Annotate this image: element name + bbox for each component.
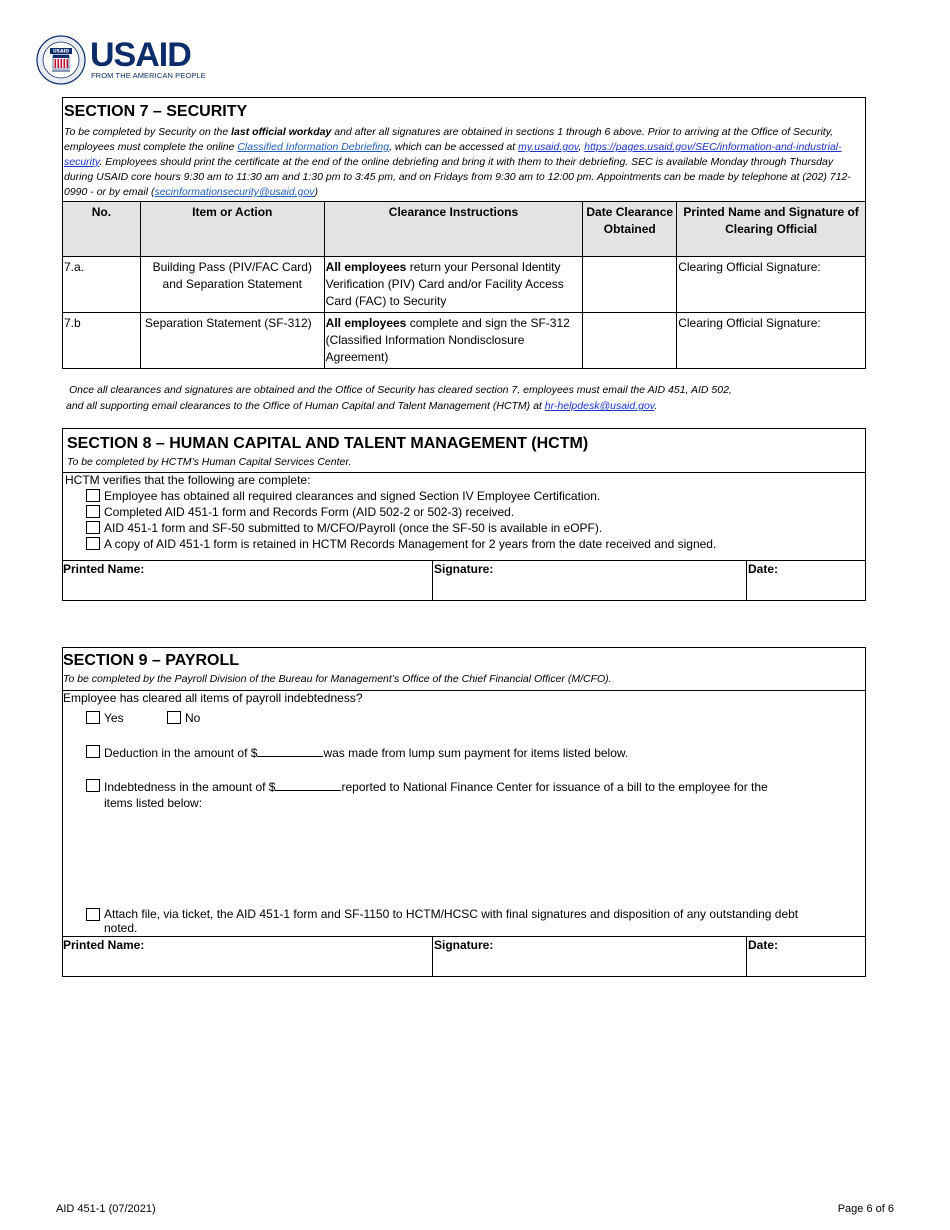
row-item: Building Pass (PIV/FAC Card) and Separation Statement — [140, 257, 324, 313]
checkbox[interactable] — [86, 505, 100, 518]
row-date-field[interactable] — [583, 257, 677, 313]
debriefing-link[interactable]: Classified Information Debriefing — [237, 141, 390, 153]
row-instructions: All employees return your Personal Identity Verification (PIV) Card and/or Facility Access Card (FAC) to Security — [324, 257, 583, 313]
yes-option — [86, 710, 124, 726]
col-header: Date Clearance Obtained — [583, 202, 677, 257]
section-8-title: SECTION 8 – HUMAN CAPITAL AND TALENT MANAGEMENT (HCTM) — [67, 435, 589, 452]
row-number: 7.a. — [63, 257, 141, 313]
col-header: Clearance Instructions — [324, 202, 583, 257]
col-header: Item or Action — [140, 202, 324, 257]
security-email-link[interactable]: secinformationsecurity@usaid.gov — [154, 186, 315, 198]
check-label: Completed AID 451-1 form and Records Form (AID 502-2 or 502-3) received. — [104, 505, 515, 519]
checkbox[interactable] — [86, 537, 100, 550]
section-9-signature-row — [62, 936, 866, 977]
section-8-lead: HCTM verifies that the following are complete: — [65, 473, 311, 487]
table-header-row — [63, 202, 866, 257]
signature-field[interactable]: Signature: — [433, 937, 747, 976]
check-label: A copy of AID 451-1 form is retained in HCTM Records Management for 2 years from the date received and signed. — [104, 537, 717, 551]
check-label: Employee has obtained all required clearances and signed Section IV Employee Certification. — [104, 489, 601, 503]
no-option — [167, 710, 200, 726]
col-header: Printed Name and Signature of Clearing Official — [677, 202, 866, 257]
section-7-table — [62, 201, 866, 369]
section-9-title: SECTION 9 – PAYROLL — [63, 652, 240, 669]
row-instructions: All employees complete and sign the SF-312 (Classified Information Nondisclosure Agreement) — [324, 313, 583, 369]
no-label: No — [185, 711, 201, 725]
table-row — [63, 257, 866, 313]
checkbox[interactable] — [86, 521, 100, 534]
page-number: Page 6 of 6 — [837, 1203, 894, 1215]
row-official-signature[interactable]: Clearing Official Signature: — [677, 257, 866, 313]
section-7-title: SECTION 7 – SECURITY — [64, 103, 248, 120]
section-7-intro: To be completed by Security on the last official workday and after all signatures are obtained in sections 1 through 6 above. Prior to arriving at the Office of Security, employees must complete the online Classified Information Debriefing, which can be accessed at my.usaid.gov, https://pages.usaid.gov/SEC/information-and-industrial-security. Employees should print the certificate at the end of the online debriefing and bring it with them to their debriefing. SEC is available Monday through Thursday during USAID core hours 9:30 am to 11:30 am and 1:30 pm to 3:45 pm, and on Fridays from 9:30 am to 12:00 pm. Appointments can be made by telephone at (202) 712-0990 - or by email (secinformationsecurity@usaid.gov) — [64, 126, 851, 198]
date-field[interactable]: Date: — [748, 562, 779, 576]
checkbox[interactable] — [86, 489, 100, 502]
form-id: AID 451-1 (07/2021) — [56, 1203, 156, 1215]
indebtedness-checkbox[interactable] — [86, 779, 100, 792]
check-row — [86, 536, 716, 552]
printed-name-field[interactable]: Printed Name: — [62, 937, 433, 976]
row-date-field[interactable] — [583, 313, 677, 369]
logo-tagline: FROM THE AMERICAN PEOPLE — [91, 71, 206, 80]
indebtedness-amount-field[interactable] — [275, 778, 341, 791]
signature-field[interactable]: Signature: — [433, 561, 747, 600]
usaid-logo: USAID — [90, 36, 191, 74]
section-7-note-line-2: and all supporting email clearances to the Office of Human Capital and Talent Management (HCTM) at hr-helpdesk@usaid.gov. — [66, 400, 658, 412]
check-row — [86, 504, 514, 520]
indebtedness-row — [86, 778, 846, 811]
section-8-subtitle: To be completed by HCTM’s Human Capital Services Center. — [67, 456, 352, 468]
date-field[interactable]: Date: — [748, 938, 779, 952]
deduction-row — [86, 744, 628, 761]
check-row — [86, 488, 600, 504]
section-7-note-line-1: Once all clearances and signatures are obtained and the Office of Security has cleared section 7, employees must email the AID 451, AID 502, — [69, 384, 732, 396]
payroll-question: Employee has cleared all items of payroll indebtedness? — [63, 691, 363, 705]
section-7-box — [62, 97, 866, 202]
indebtedness-text: Indebtedness in the amount of $ reported to National Finance Center for issuance of a bill to the employee for the items listed below: — [104, 780, 768, 810]
no-checkbox[interactable] — [167, 711, 181, 724]
row-item: Separation Statement (SF-312) — [140, 313, 324, 369]
check-row — [86, 520, 602, 536]
attach-checkbox[interactable] — [86, 908, 100, 921]
yes-checkbox[interactable] — [86, 711, 100, 724]
row-number: 7.b — [63, 313, 141, 369]
check-label: AID 451-1 form and SF-50 submitted to M/CFO/Payroll (once the SF-50 is available in eOPF). — [104, 521, 603, 535]
col-header: No. — [63, 202, 141, 257]
deduction-checkbox[interactable] — [86, 745, 100, 758]
deduction-text: Deduction in the amount of $ was made from lump sum payment for items listed below. — [104, 746, 629, 760]
section-8-signature-row — [62, 560, 866, 601]
usaid-seal-icon — [36, 35, 86, 85]
yes-label: Yes — [104, 711, 124, 725]
attach-row — [86, 907, 856, 935]
seal-label: USAID — [52, 49, 70, 55]
section-9-subtitle: To be completed by the Payroll Division of the Bureau for Management’s Office of the Chief Financial Officer (M/CFO). — [63, 673, 612, 685]
attach-text: Attach file, via ticket, the AID 451-1 form and SF-1150 to HCTM/HCSC with final signatures and disposition of any outstanding debt noted. — [104, 907, 799, 935]
deduction-amount-field[interactable] — [257, 744, 323, 757]
my-usaid-link[interactable]: my.usaid.gov — [518, 141, 579, 153]
security-page-link[interactable]: https://pages.usaid.gov/SEC/information-and-industrial-security — [64, 141, 842, 168]
row-official-signature[interactable]: Clearing Official Signature: — [677, 313, 866, 369]
hr-helpdesk-link[interactable]: hr-helpdesk@usaid.gov — [544, 400, 655, 412]
printed-name-field[interactable]: Printed Name: — [62, 561, 433, 600]
table-row — [63, 313, 866, 369]
